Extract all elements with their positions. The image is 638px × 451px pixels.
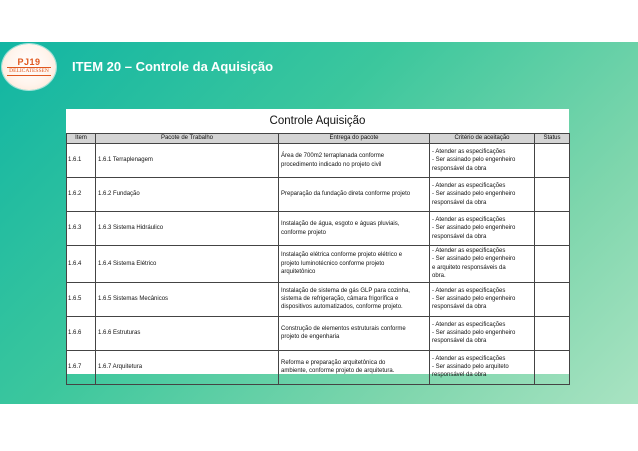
entrega-line: Preparação da fundação direta conforme projeto bbox=[281, 191, 411, 198]
pacote-text: 1.6.2 Fundação bbox=[98, 191, 140, 198]
cell-criterio bbox=[430, 316, 535, 350]
pacote-text: 1.6.7 Arquitetura bbox=[98, 363, 143, 370]
cell-criterio bbox=[430, 178, 535, 212]
table-row bbox=[67, 316, 570, 350]
entrega-line: Instalação de sistema de gás GLP para cozinha, bbox=[281, 287, 410, 294]
criterio-line: - Ser assinado pelo engenheiro bbox=[432, 225, 516, 232]
criterio-line: - Ser assinado pelo engenheiro bbox=[432, 329, 516, 336]
entrega-line: Construção de elementos estruturais conforme bbox=[281, 325, 406, 332]
table-row bbox=[67, 144, 570, 178]
table-title: Controle Aquisição bbox=[269, 115, 366, 127]
criterio-line: - Ser assinado pelo engenheiro bbox=[432, 157, 516, 164]
table-row bbox=[67, 282, 570, 316]
cell-entrega bbox=[279, 246, 430, 283]
criterio-line: - Atender as especificações bbox=[432, 148, 506, 155]
cell-criterio bbox=[430, 246, 535, 283]
criterio-line: - Atender as especificações bbox=[432, 287, 506, 294]
logo-line-2: DELICATESSEN bbox=[9, 68, 49, 74]
criterio-line: responsável da obra bbox=[432, 233, 487, 240]
cell-status bbox=[535, 178, 570, 212]
item-text: 1.6.5 bbox=[68, 295, 82, 302]
cell-criterio bbox=[430, 350, 535, 384]
criterio-line: - Atender as especificações bbox=[432, 182, 506, 189]
pacote-text: 1.6.1 Terraplenagem bbox=[98, 157, 153, 164]
entrega-line: projeto luminotécnico conforme projeto bbox=[281, 260, 385, 267]
logo-line-1: PJ19 bbox=[17, 57, 41, 67]
criterio-line: e arquiteto responsáveis da bbox=[432, 264, 506, 271]
cell-pacote bbox=[96, 178, 279, 212]
cell-pacote bbox=[96, 212, 279, 246]
cell-entrega bbox=[279, 316, 430, 350]
acquisition-table bbox=[66, 133, 570, 385]
entrega-line: Área de 700m2 terraplanada conforme bbox=[281, 153, 385, 160]
cell-pacote bbox=[96, 316, 279, 350]
criterio-line: - Ser assinado pelo engenheiro bbox=[432, 295, 516, 302]
item-text: 1.6.7 bbox=[68, 363, 82, 370]
header-criterio: Critério de aceitação bbox=[430, 134, 535, 144]
header-pacote: Pacote de Trabalho bbox=[96, 134, 279, 144]
criterio-line: responsável da obra bbox=[432, 304, 487, 311]
criterio-line: - Ser assinado pelo engenheiro bbox=[432, 191, 516, 198]
cell-pacote bbox=[96, 246, 279, 283]
criterio-line: - Ser assinado pelo engenheiro bbox=[432, 256, 516, 263]
criterio-line: responsável da obra bbox=[432, 372, 487, 379]
cell-status bbox=[535, 212, 570, 246]
entrega-line: procedimento indicado no projeto civil bbox=[281, 161, 382, 168]
entrega-line: sistema de refrigeração, câmara frigorífica e bbox=[281, 295, 399, 302]
item-text: 1.6.4 bbox=[68, 260, 82, 267]
table-row bbox=[67, 350, 570, 384]
entrega-line: projeto de engenharia bbox=[281, 334, 340, 341]
cell-pacote bbox=[96, 144, 279, 178]
entrega-line: arquitetônico bbox=[281, 269, 316, 276]
header-entrega: Entrega do pacote bbox=[279, 134, 430, 144]
entrega-line: conforme projeto bbox=[281, 229, 327, 236]
criterio-line: obra. bbox=[432, 273, 446, 280]
criterio-line: responsável da obra bbox=[432, 165, 487, 172]
pacote-text: 1.6.6 Estruturas bbox=[98, 329, 141, 336]
cell-item bbox=[67, 144, 96, 178]
criterio-line: - Atender as especificações bbox=[432, 355, 506, 362]
item-text: 1.6.3 bbox=[68, 225, 82, 232]
cell-pacote bbox=[96, 350, 279, 384]
cell-item bbox=[67, 282, 96, 316]
cell-entrega bbox=[279, 282, 430, 316]
criterio-line: responsável da obra bbox=[432, 199, 487, 206]
entrega-line: ambiente, conforme projeto de arquitetura. bbox=[281, 368, 395, 375]
cell-item bbox=[67, 350, 96, 384]
criterio-line: responsável da obra bbox=[432, 338, 487, 345]
entrega-line: dispositivos automatizados, conforme projeto. bbox=[281, 304, 403, 311]
cell-criterio bbox=[430, 212, 535, 246]
header-status: Status bbox=[535, 134, 570, 144]
criterio-line: - Atender as especificações bbox=[432, 248, 506, 254]
cell-entrega bbox=[279, 178, 430, 212]
entrega-line: Reforma e preparação arquitetônica do bbox=[281, 359, 386, 366]
header-item: Item bbox=[67, 134, 96, 144]
table-row bbox=[67, 246, 570, 283]
pacote-text: 1.6.4 Sistema Elétrico bbox=[98, 260, 157, 267]
item-text: 1.6.1 bbox=[68, 157, 82, 164]
cell-status bbox=[535, 246, 570, 283]
cell-pacote bbox=[96, 282, 279, 316]
cell-criterio bbox=[430, 282, 535, 316]
table-row bbox=[67, 178, 570, 212]
cell-status bbox=[535, 282, 570, 316]
table-row bbox=[67, 212, 570, 246]
item-text: 1.6.2 bbox=[68, 191, 82, 198]
entrega-line: Instalação de água, esgoto e águas pluviais, bbox=[281, 221, 400, 228]
cell-entrega bbox=[279, 350, 430, 384]
pacote-text: 1.6.3 Sistema Hidráulico bbox=[98, 225, 164, 232]
table-header-row bbox=[67, 134, 570, 144]
cell-status bbox=[535, 316, 570, 350]
cell-item bbox=[67, 212, 96, 246]
cell-item bbox=[67, 178, 96, 212]
cell-item bbox=[67, 246, 96, 283]
cell-criterio bbox=[430, 144, 535, 178]
company-logo bbox=[2, 44, 56, 90]
criterio-line: - Atender as especificações bbox=[432, 321, 506, 328]
cell-entrega bbox=[279, 212, 430, 246]
cell-item bbox=[67, 316, 96, 350]
cell-entrega bbox=[279, 144, 430, 178]
cell-status bbox=[535, 350, 570, 384]
slide-title: ITEM 20 – Controle da Aquisição bbox=[72, 59, 274, 74]
pacote-text: 1.6.5 Sistemas Mecânicos bbox=[98, 295, 169, 302]
item-text: 1.6.6 bbox=[68, 329, 82, 336]
table-panel bbox=[66, 109, 569, 379]
entrega-line: Instalação elétrica conforme projeto elétrico e bbox=[281, 252, 403, 259]
criterio-line: - Atender as especificações bbox=[432, 216, 506, 223]
criterio-line: - Ser assinado pelo arquiteto bbox=[432, 363, 509, 370]
cell-status bbox=[535, 144, 570, 178]
